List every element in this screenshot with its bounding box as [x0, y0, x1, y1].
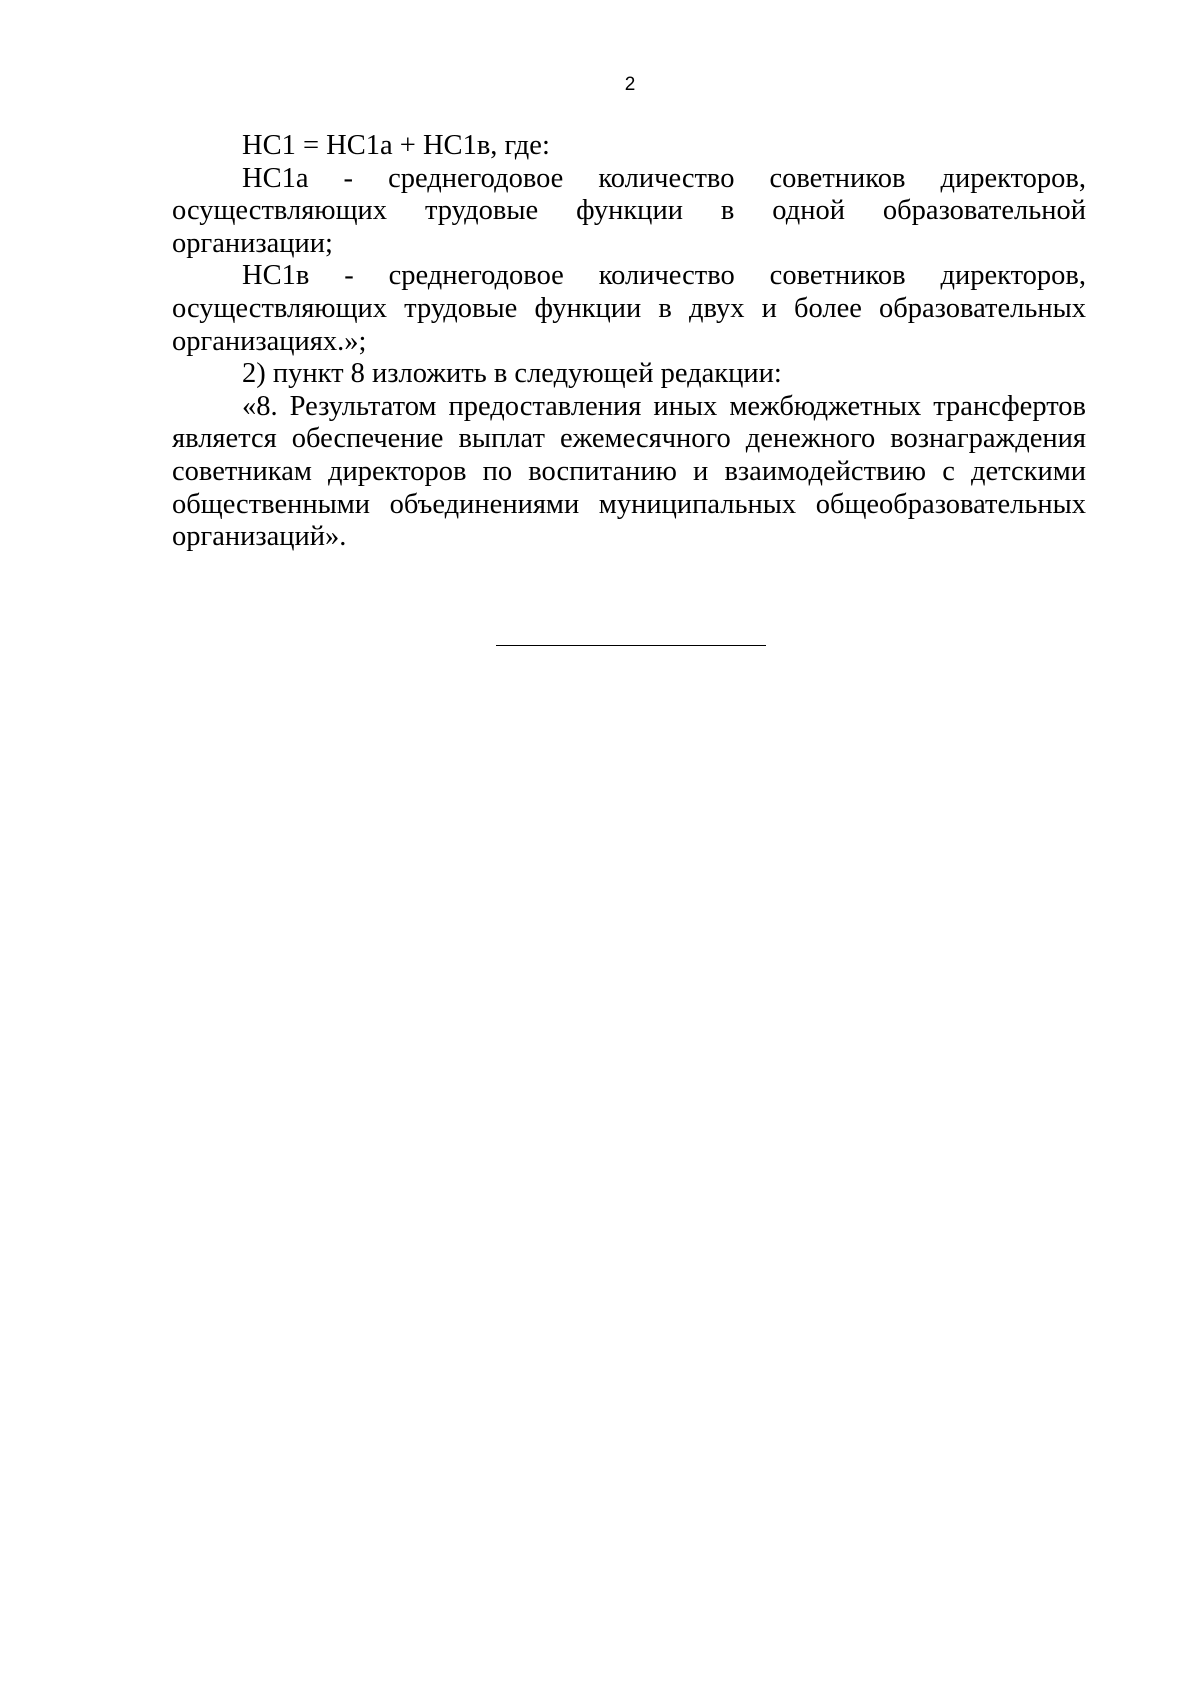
definition-nc1a: НС1а - среднегодовое количество советников директоров, осуществляющих трудовые функции в одной образовательной организации; [172, 162, 1086, 259]
clause-8-text: «8. Результатом предоставления иных межбюджетных трансфертов является обеспечение выплат ежемесячного денежного вознаграждения советникам директоров по воспитанию и взаимодействию с детскими общественными объединениями муниципальных общеобразовательных организаций». [172, 390, 1086, 553]
document-body [172, 130, 1086, 554]
definition-nc1v: НС1в - среднегодовое количество советников директоров, осуществляющих трудовые функции в двух и более образовательных организациях.»; [172, 260, 1086, 357]
formula-line: НС1 = НС1а + НС1в, где: [242, 130, 550, 161]
end-of-document-rule [496, 645, 766, 646]
amendment-item-2: 2) пункт 8 изложить в следующей редакции: [242, 358, 782, 390]
page-number: 2 [624, 74, 636, 95]
